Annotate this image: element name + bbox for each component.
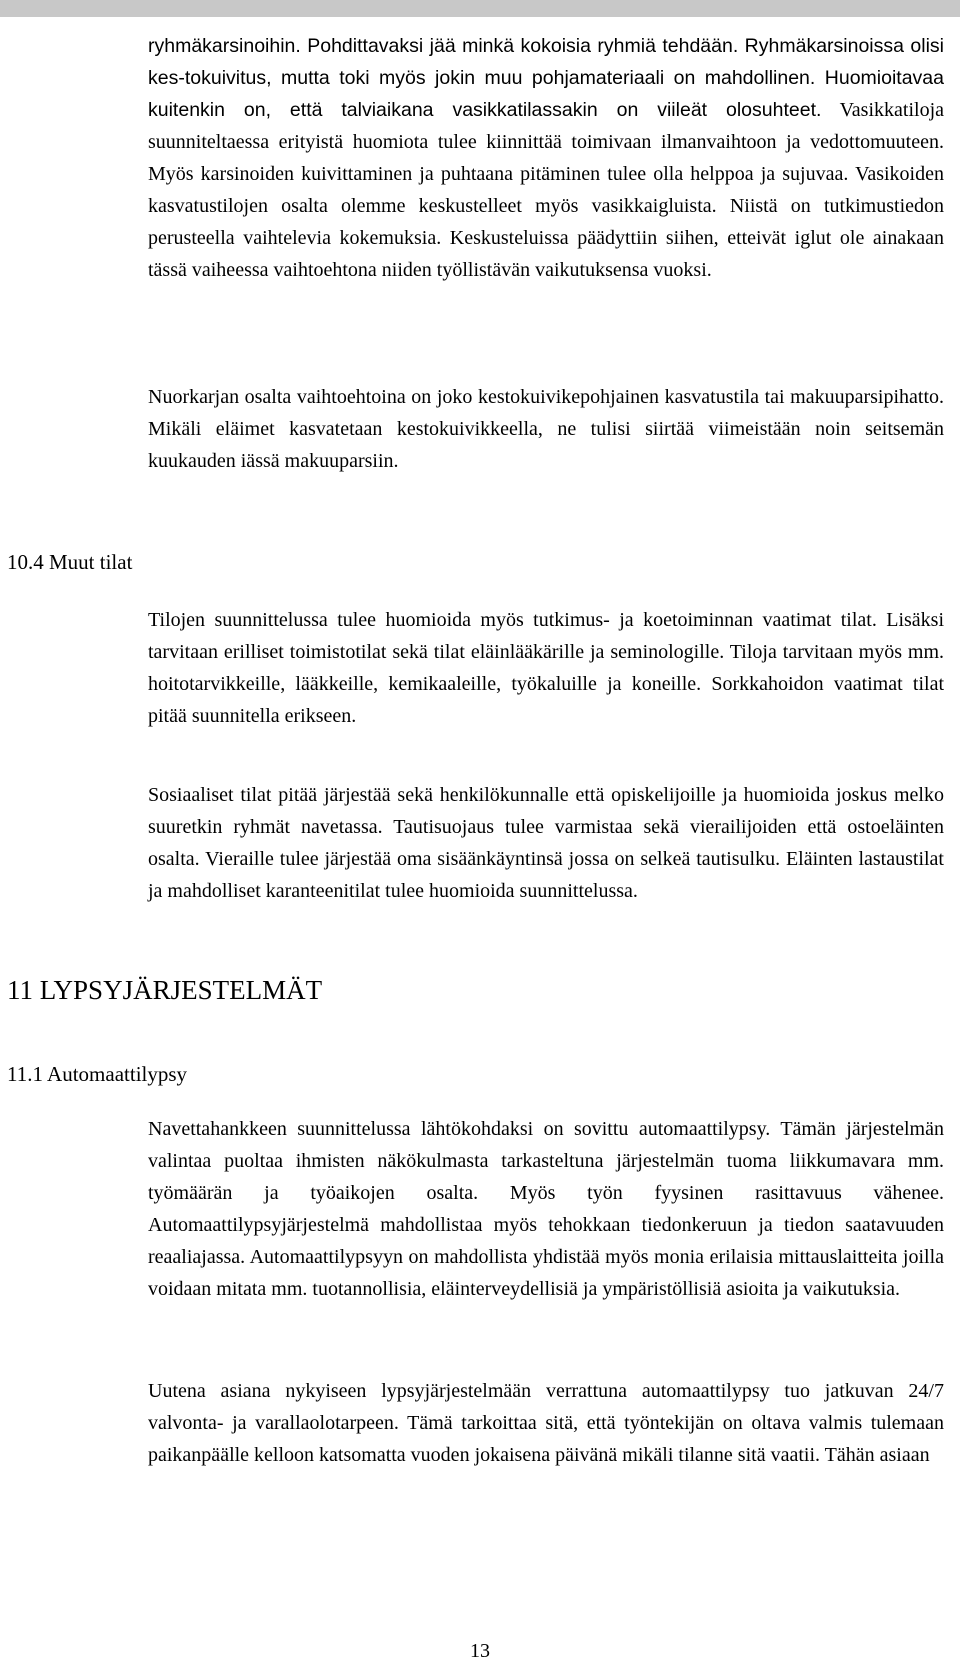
page-top-bar (0, 0, 960, 17)
paragraph-other-spaces: Tilojen suunnittelussa tulee huomioida myös tutkimus- ja koetoiminnan vaatimat tilat. Lisäksi tarvitaan erilliset toimistotilat sekä tilat eläinlääkärille ja seminologille. Tiloja tarvitaan myös mm. hoitotarvikkeille, lääkkeille, kemikaaleille, työkaluille ja koneille. Sorkkahoidon vaatimat tilat pitää suunnitella erikseen. (148, 609, 944, 727)
section-heading-10-4: 10.4 Muut tilat (7, 550, 133, 574)
paragraph-calf-housing (148, 30, 944, 286)
section-heading-11-1: 11.1 Automaattilypsy (7, 1062, 188, 1086)
chapter-heading-11: 11 LYPSYJÄRJESTELMÄT (7, 975, 323, 1005)
paragraph-continuous-monitoring: Uutena asiana nykyiseen lypsyjärjestelmään verrattuna automaattilypsy tuo jatkuvan 24/7 valvonta- ja varallaolotarpeen. Tämä tarkoittaa sitä, että työntekijän on oltava valmis tulemaan paikanpäälle kelloon katsomatta vuoden jokaisena päivänä mikäli tilanne sitä vaatii. Tähän asiaan (148, 1380, 944, 1466)
paragraph-calf-housing-sans-part: ryhmäkarsinoihin. Pohdittavaksi jää minkä kokoisia ryhmiä tehdään. Ryhmäkarsinoissa olisi kes-tokuivitus, mutta toki myös jokin muu pohjamateriaali on mahdollinen. Huomioitavaa kuitenkin on, että talviaikana vasikkatilassakin on viileät olosuhteet. (148, 35, 944, 121)
paragraph-social-spaces: Sosiaaliset tilat pitää järjestää sekä henkilökunnalle että opiskelijoille ja huomioida joskus melko suuretkin ryhmät navetassa. Tautisuojaus tulee varmistaa sekä vierailijoiden että ostoeläinten osalta. Vieraille tulee järjestää oma sisäänkäyntinsä jossa on selkeä tautisulku. Eläinten lastaustilat ja mahdolliset karanteenitilat tulee huomioida suunnittelussa. (148, 784, 944, 902)
paragraph-calf-housing-serif-part: Vasikkatiloja suunniteltaessa erityistä huomiota tulee kiinnittää toimivaan ilmanvaihtoon ja vedottomuuteen. Myös karsinoiden kuivittaminen ja puhtaana pitäminen tulee olla helppoa ja sujuvaa. Vasikoiden kasvatustilojen osalta olemme keskustelleet myös vasikkaigluista. Niistä on tutkimustiedon perusteella vaihtelevia kokemuksia. Keskusteluissa päädyttiin siihen, etteivät iglut ole ainakaan tässä vaiheessa vaihtoehtona niiden työllistävän vaikutuksensa vuoksi. (148, 99, 944, 281)
page-number: 13 (470, 1640, 490, 1662)
paragraph-young-stock: Nuorkarjan osalta vaihtoehtoina on joko kestokuivikepohjainen kasvatustila tai makuuparsipihatto. Mikäli eläimet kasvatetaan kestokuivikkeella, ne tulisi siirtää viimeistään noin seitsemän kuukauden iässä makuuparsiin. (148, 386, 944, 472)
paragraph-automatic-milking: Navettahankkeen suunnittelussa lähtökohdaksi on sovittu automaattilypsy. Tämän järjestelmän valintaa puoltaa ihmisten näkökulmasta tarkasteltuna järjestelmän tuoma liikkumavara mm. työmäärän ja työaikojen osalta. Myös työn fyysinen rasittavuus vähenee. Automaattilypsyjärjestelmä mahdollistaa myös tehokkaan tiedonkeruun ja tiedon saatavuuden reaaliajassa. Automaattilypsyyn on mahdollista yhdistää myös monia erilaisia mittauslaitteita joilla voidaan mitata mm. tuotannollisia, eläinterveydellisiä ja ympäristöllisiä asioita ja vaikutuksia. (148, 1118, 944, 1300)
